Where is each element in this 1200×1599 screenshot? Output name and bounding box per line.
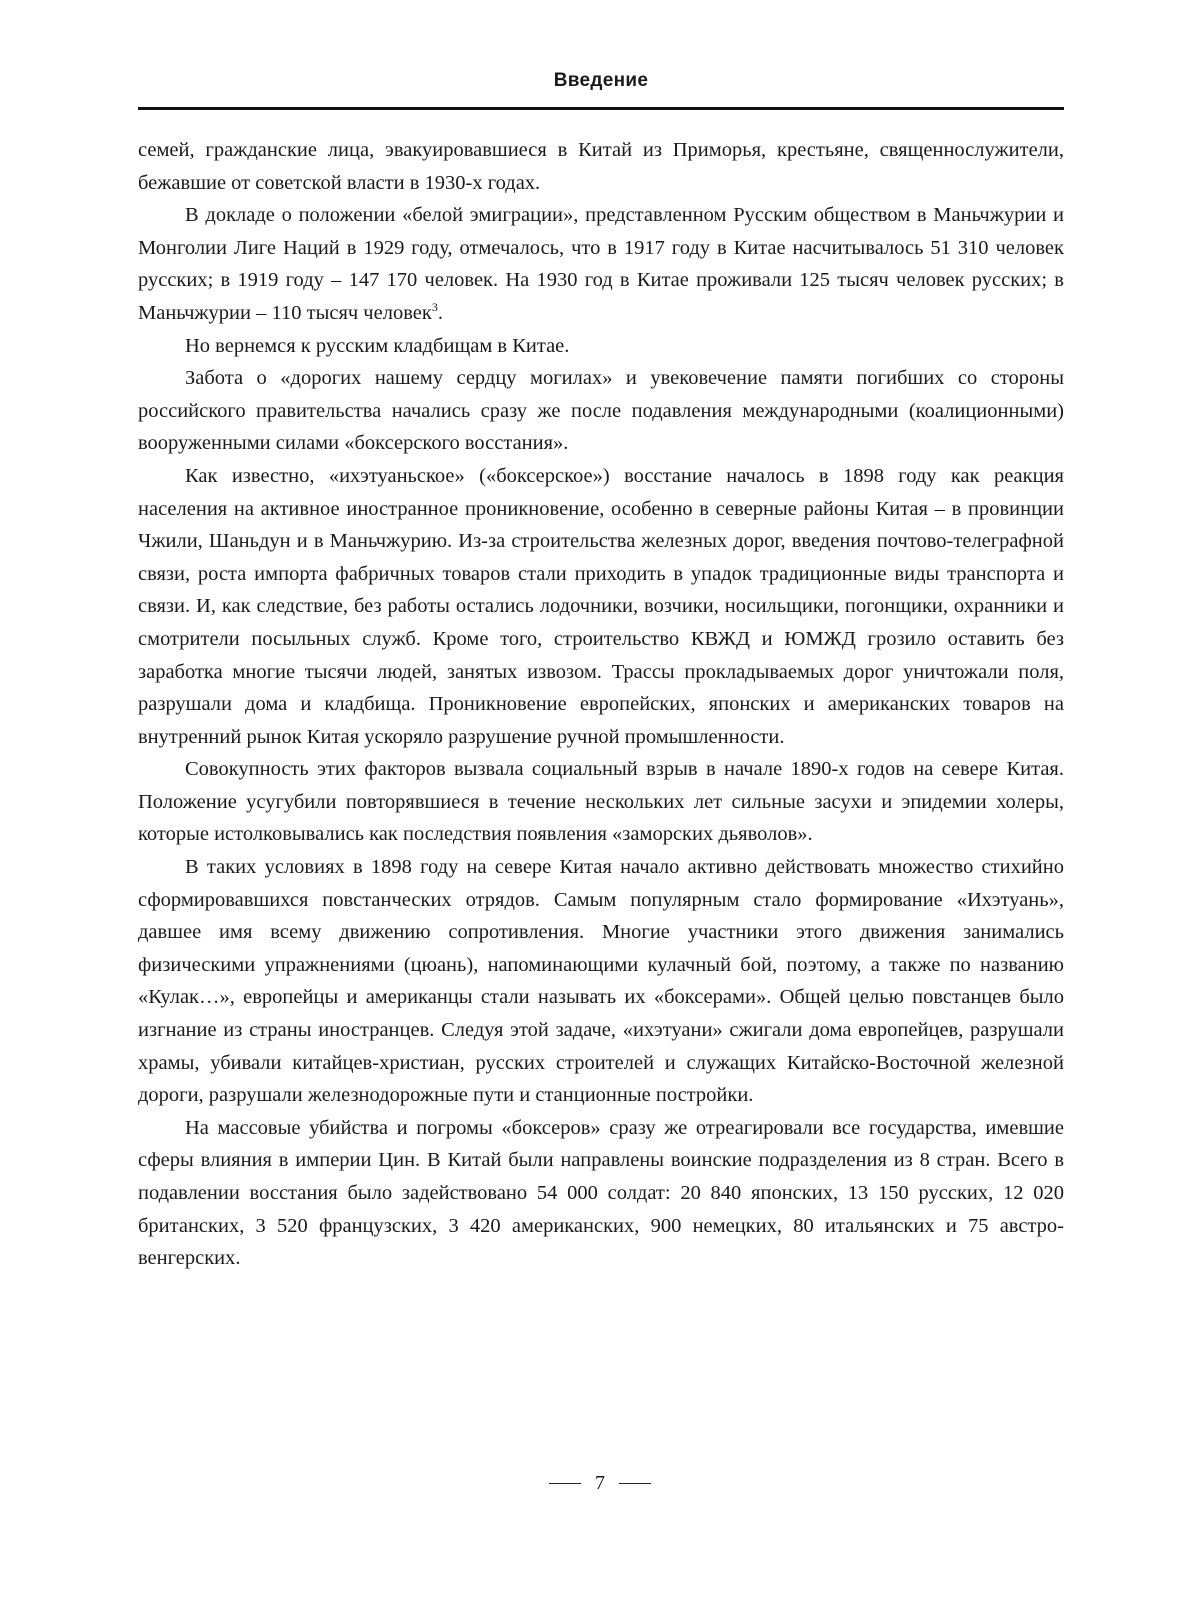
paragraph: Совокупность этих факторов вызвала социальный взрыв в начале 1890-х годов на севере Китая. Положение усугубили повторявшиеся в течение нескольких лет сильные засухи и эпидемии холеры, которые истолковывались как последствия появления «заморских дьяволов».: [138, 758, 1064, 846]
folio-rule-right: [619, 1483, 651, 1484]
paragraph: семей, гражданские лица, эвакуировавшиеся в Китай из Приморья, крестьяне, священнослужители, бежавшие от советской власти в 1930-х годах.: [138, 139, 1064, 194]
folio-rule-left: [549, 1483, 581, 1484]
paragraph: Забота о «дорогих нашему сердцу могилах» и увековечение памяти погибших со стороны российского правительства начались сразу же после подавления международными (коалиционными) вооруженными силами «боксерского восстания».: [138, 367, 1064, 455]
page-number: 7: [595, 1472, 605, 1494]
paragraph-end-punct: .: [437, 301, 443, 324]
body-text: [138, 134, 1064, 1275]
paragraph: В таких условиях в 1898 году на севере Китая начало активно действовать множество стихийно сформировавшихся повстанческих отрядов. Самым популярным стало формирование «Ихэтуань», давшее имя всему движению сопротивления. Многие участники этого движения занимались физическими упражнениями (цюань), напоминающими кулачный бой, поэтому, а также по названию «Кулак…», европейцы и американцы стали называть их «боксерами». Общей целью повстанцев было изгнание из страны иностранцев. Следуя этой задаче, «ихэтуани» сжигали дома европейцев, разрушали храмы, убивали китайцев-христиан, русских строителей и служащих Китайско-Восточной железной дороги, разрушали железнодорожные пути и станционные постройки.: [138, 856, 1064, 1107]
paragraph-text: В докладе о положении «белой эмиграции», представленном Русским обществом в Маньчжурии и Монголии Лиге Наций в 1929 году, отмечалось, что в 1917 году в Китае насчитывалось 51 310 человек русских; в 1919 году – 147 170 человек. На 1930 год в Китае проживали 125 тысяч человек русских; в Маньчжурии – 110 тысяч человек: [138, 204, 1064, 324]
paragraph: Как известно, «ихэтуаньское» («боксерское») восстание началось в 1898 году как реакция населения на активное иностранное проникновение, особенно в северные районы Китая – в провинции Чжили, Шаньдун и в Маньчжурию. Из-за строительства железных дорог, введения почтово-телеграфной связи, роста импорта фабричных товаров стали приходить в упадок традиционные виды транспорта и связи. И, как следствие, без работы остались лодочники, возчики, носильщики, погонщики, охранники и смотрители посыльных служб. Кроме того, строительство КВЖД и ЮМЖД грозило оставить без заработка многие тысячи людей, занятых извозом. Трассы прокладываемых дорог уничтожали поля, разрушали дома и кладбища. Проникновение европейских, японских и американских товаров на внутренний рынок Китая ускоряло разрушение ручной промышленности.: [138, 464, 1064, 748]
running-head-title: Введение: [553, 70, 649, 91]
page-footer: [0, 1472, 1200, 1495]
paragraph: На массовые убийства и погромы «боксеров» сразу же отреагировали все государства, имевшие сферы влияния в империи Цин. В Китай были направлены воинские подразделения из 8 стран. Всего в подавлении восстания было задействовано 54 000 солдат: 20 840 японских, 13 150 русских, 12 020 британских, 3 520 французских, 3 420 американских, 900 немецких, 80 итальянских и 75 австро-венгерских.: [138, 1116, 1064, 1270]
paragraph: Но вернемся к русским кладбищам в Китае.: [185, 334, 570, 357]
header-rule: [138, 107, 1064, 110]
footnote-marker[interactable]: 3: [431, 300, 438, 315]
paragraph: [138, 199, 1064, 329]
